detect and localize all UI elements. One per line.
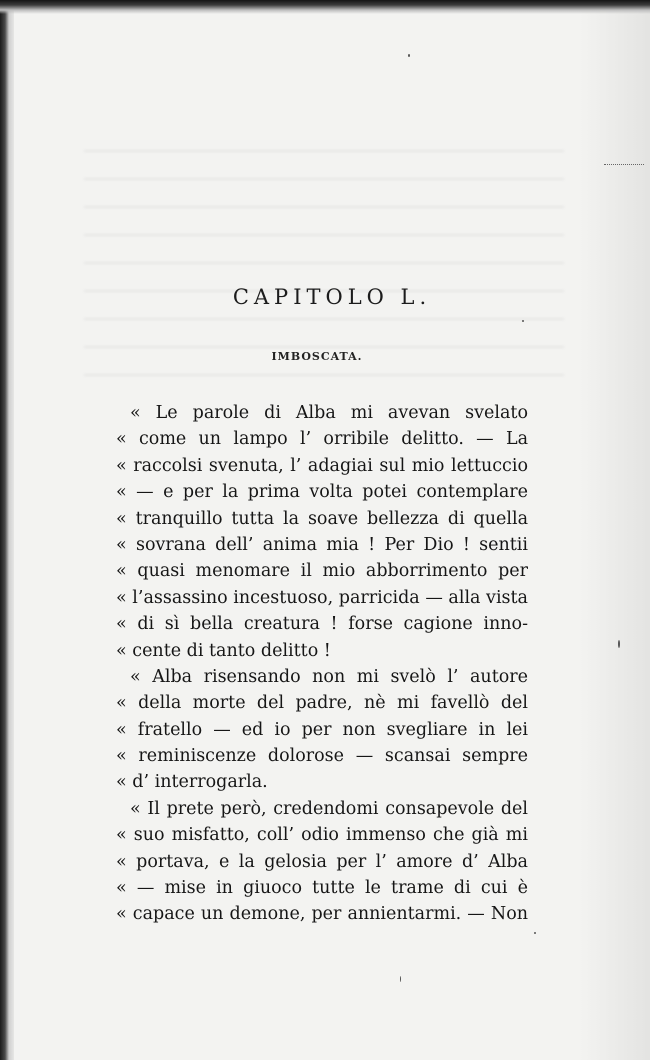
paper-speck (400, 976, 401, 982)
text-line: « portava, e la gelosia per l’ amore d’ Alba (116, 851, 528, 872)
text-line: « sovrana dell’ anima mia ! Per Dio ! sentii (116, 534, 528, 555)
text-line: « Alba risensando non mi svelò l’ autore (130, 666, 528, 687)
text-line: « come un lampo l’ orribile delitto. — La (116, 429, 528, 450)
text-line: « tranquillo tutta la soave bellezza di quella (116, 508, 528, 529)
text-line: « cente di tanto delitto ! (116, 640, 331, 661)
text-line: « fratello — ed io per non svegliare in lei (116, 719, 528, 740)
body-text (116, 400, 528, 928)
text-line: « — mise in giuoco tutte le trame di cui è (116, 878, 528, 899)
book-page (14, 8, 650, 1060)
chapter-subtitle: IMBOSCATA. (271, 350, 363, 363)
text-line: « di sì bella creatura ! forse cagione inno- (116, 614, 528, 635)
text-line: « Le parole di Alba mi avevan svelato (130, 403, 528, 423)
paper-speck (534, 932, 536, 934)
text-line: « d’ interrogarla. (116, 772, 268, 793)
page-binding-edge (0, 0, 14, 1060)
text-line: « capace un demone, per annientarmi. — Non (116, 904, 528, 925)
page-mark (604, 164, 644, 168)
text-line: « quasi menomare il mio abborrimento per (116, 561, 528, 582)
paper-speck (522, 320, 524, 322)
text-line: « reminiscenze dolorose — scansai sempre (116, 746, 528, 767)
text-line: « Il prete però, credendomi consapevole del (130, 798, 528, 819)
bleed-through-text (84, 128, 564, 378)
text-line: « — e per la prima volta potei contemplare (116, 482, 528, 503)
page-top-edge (0, 0, 650, 14)
text-line: « raccolsi svenuta, l’ adagiai sul mio lettuccio (116, 455, 528, 476)
paper-speck (618, 640, 620, 648)
chapter-title: CAPITOLO L. (232, 285, 432, 309)
text-line: « suo misfatto, coll’ odio immenso che già mi (116, 825, 528, 846)
text-line: « della morte del padre, nè mi favellò del (116, 693, 528, 714)
text-line: « l’assassino incestuoso, parricida — alla vista (116, 587, 528, 608)
paper-speck (408, 54, 410, 57)
